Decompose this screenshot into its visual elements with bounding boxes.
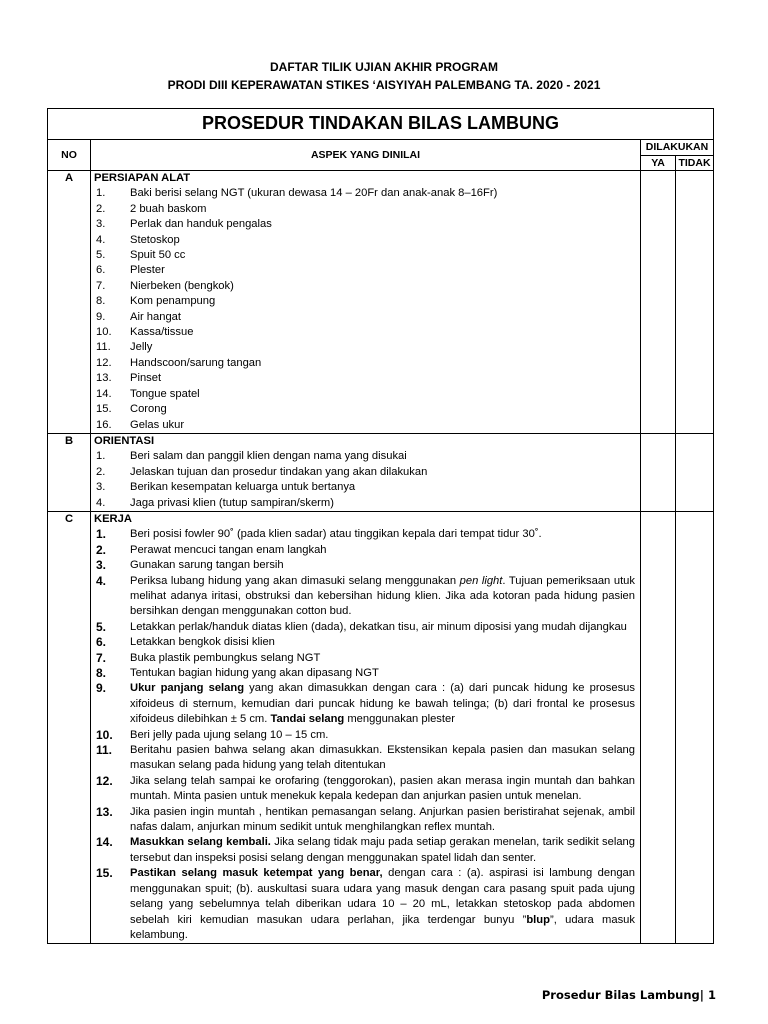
list-item [91,651,640,666]
col-ya-header: YA [641,156,676,171]
section-no: B [48,433,91,511]
item-text: Tentukan bagian hidung yang akan dipasang NGT [130,667,379,679]
item-number: 6. [96,264,106,277]
item-text-part: yang akan dimasukkan dengan cara : (a) dari puncak hidung ke prosesus xifoideus di sternum, kemudian dari puncak hidung ke bawah telinga; (b) dari frontal ke prosesus xifoideus dilebihkan ± 5 cm. [130,682,635,726]
item-text-italic: pen light [459,574,503,587]
header-line-1: DAFTAR TILIK UJIAN AKHIR PROGRAM [270,60,498,74]
item-number: 3. [96,558,107,573]
item-text: Beri salam dan panggil klien dengan nama yang disukai [130,450,407,463]
list-item [91,774,640,805]
item-text: Berikan kesempatan keluarga untuk bertanya [130,481,356,494]
item-text: Jaga privasi klien (tutup sampiran/skerm) [130,496,334,509]
item-text: Jelly [130,341,153,354]
item-text: Corong [130,403,167,416]
list-item [91,666,640,681]
list-item [91,371,640,386]
item-number: 13. [96,804,113,819]
list-item [91,186,640,201]
col-dilakukan-header: DILAKUKAN [641,140,714,156]
page-footer: Prosedur Bilas Lambung| 1 [541,988,716,1002]
list-item [91,233,640,248]
list-item [91,496,640,511]
ya-checkbox-cell[interactable] [641,433,676,511]
item-text-part: dengan cara : (a). aspirasi isi lambung dengan menggunakan spuit; (b). auskultasi suara udara yang masuk dengan cara pasang spuit pada ujung selang yang sebelumnya telah diberikan udara 10 – 20 mL, letakkan stetoskop pada abdomen sebelah kiri kemudian masukan udara perlahan, jika terdengar bunyu ” [130,867,635,926]
section-content [91,511,641,943]
item-text [130,866,635,943]
section-no: C [48,511,91,943]
item-number: 3. [96,481,106,494]
item-number: 9. [96,310,106,323]
item-number: 8. [96,295,106,308]
item-text: Beritahu pasien bahwa selang akan dimasukkan. Ekstensikan kepala pasien dan masukan selang masukan selang pada hidung yang telah ditentukan [130,744,635,772]
item-text: Jika pasien ingin muntah , hentikan pemasangan selang. Anjurkan pasien beristirahat sejenak, ambil nafas dalam, anjurkan minum sedikit untuk menghilangkan reflex muntah. [130,805,635,834]
ya-checkbox-cell[interactable] [641,511,676,943]
item-text [130,681,635,727]
list-item [91,263,640,278]
item-number: 5. [96,619,107,634]
item-text: Pinset [130,372,162,385]
item-number: 10. [96,326,112,339]
item-number: 13. [96,372,112,385]
list-item [91,558,640,573]
section-row-c [48,511,714,943]
list-item [91,294,640,309]
item-text-part: ”, udara masuk kelambung. [130,913,635,941]
list-item [91,465,640,480]
item-number: 3. [96,218,106,231]
list-item [91,527,640,542]
item-text-part: . Tujuan pemeriksaan utuk melihat adanya iritasi, obstruksi dan kebersihan hidung klien. Jika ada kotoran pada hidung pasien bersihkan dengan menggunakan cotton bud. [130,574,635,618]
list-item [91,805,640,836]
item-text: Letakkan bengkok disisi klien [130,636,275,649]
item-text [130,574,635,620]
item-number: 12. [96,356,112,369]
item-number: 7. [96,279,106,292]
col-aspek-header: ASPEK YANG DINILAI [91,140,641,171]
tidak-checkbox-cell[interactable] [676,171,714,434]
list-item [91,449,640,464]
item-number: 1. [96,187,106,200]
list-item [91,620,640,635]
item-text: Nierbeken (bengkok) [130,279,234,292]
item-text: Tongue spatel [130,387,200,400]
item-number: 7. [96,650,107,665]
item-text: Letakkan perlak/handuk diatas klien (dada), dekatkan tisu, air minum diposisi yang mudah dijangkau [130,620,627,633]
section-no: A [48,171,91,434]
item-text-part: Periksa lubang hidung yang akan dimasuki selang menggunakan [130,574,460,587]
item-text: Jika selang telah sampai ke orofaring (tenggorokan), pasien akan merasa ingin muntah dan bahkan muntah. Minta pasien untuk menekuk kepala kedepan dan anjurkan pasien untuk menelan. [130,774,635,803]
checklist-table [47,108,714,944]
list-item [91,835,640,866]
section-title: PERSIAPAN ALAT [94,172,191,184]
item-text-bold: Tandai selang [270,713,345,726]
tidak-checkbox-cell[interactable] [676,511,714,943]
item-number: 1. [96,450,106,463]
item-number: 6. [96,635,107,650]
item-number: 14. [96,387,112,400]
item-text: Gelas ukur [130,418,185,431]
item-number: 5. [96,249,106,262]
item-number: 11. [96,743,113,758]
item-text: Stetoskop [130,233,180,246]
list-item [91,418,640,433]
list-item [91,279,640,294]
list-item [91,743,640,774]
list-item [91,356,640,371]
item-text: Perlak dan handuk pengalas [130,218,272,231]
section-content [91,171,641,434]
ya-checkbox-cell[interactable] [641,171,676,434]
item-number: 15. [96,403,112,416]
list-item [91,681,640,727]
section-row-b [48,433,714,511]
item-text: Beri jelly pada ujung selang 10 – 15 cm. [130,728,329,741]
item-text: Baki berisi selang NGT (ukuran dewasa 14 – 20Fr dan anak-anak 8–16Fr) [130,187,498,200]
item-text-bold: Masukkan selang kembali. [130,836,271,849]
list-item [91,574,640,620]
item-text-part: menggunakan plester [344,713,455,726]
item-text: Handscoon/sarung tangan [130,356,262,369]
item-number: 2. [96,465,106,478]
section-title: KERJA [94,512,132,525]
item-text: Plester [130,264,165,277]
item-text-bold: blup [526,913,550,926]
col-no-header: NO [48,140,91,171]
item-number: 1. [96,527,107,542]
item-number: 15. [96,866,113,881]
item-number: 11. [96,341,111,354]
section-row-a [48,171,714,434]
item-number: 4. [96,496,106,509]
list-item [91,635,640,650]
item-number: 16. [96,418,112,431]
item-text: Buka plastik pembungkus selang NGT [130,651,321,664]
item-number: 10. [96,727,113,742]
item-text-bold: Ukur panjang selang [130,682,245,695]
list-item [91,340,640,355]
section-content [91,433,641,511]
item-text: Kom penampung [130,295,216,308]
section-title: ORIENTASI [94,434,155,447]
item-number: 2. [96,202,106,215]
item-number: 4. [96,233,106,246]
list-item [91,310,640,325]
item-text-part: Jika selang tidak maju pada setiap gerakan menelan, tarik sedikit selang tersebut dan inspeksi posisi selang dengan menggunakan spatel lidah dan senter. [130,836,635,864]
item-text: Perawat mencuci tangan enam langkah [130,543,327,556]
list-item [91,543,640,558]
item-text: 2 buah baskom [130,202,207,215]
item-text [130,835,635,866]
table-title: PROSEDUR TINDAKAN BILAS LAMBUNG [48,109,714,140]
item-text: Beri posisi fowler 90˚ (pada klien sadar) atau tinggikan kepala dari tempat tidur 30˚. [130,528,542,541]
item-text: Jelaskan tujuan dan prosedur tindakan yang akan dilakukan [130,465,428,478]
item-text: Air hangat [130,310,181,323]
item-text-bold: Pastikan selang masuk ketempat yang benar, [130,867,383,880]
header-line-2: PRODI DIII KEPERAWATAN STIKES ‘AISYIYAH PALEMBANG TA. 2020 - 2021 [167,78,601,92]
list-item [91,325,640,340]
list-item [91,402,640,417]
list-item [91,480,640,495]
item-number: 12. [96,773,113,788]
item-number: 8. [96,666,107,680]
col-tidak-header: TIDAK [676,156,714,171]
item-number: 9. [96,681,107,696]
item-text: Gunakan sarung tangan bersih [130,559,284,572]
item-text: Kassa/tissue [130,326,194,339]
list-item [91,202,640,217]
list-item [91,387,640,402]
list-item [91,866,640,943]
item-text: Spuit 50 cc [130,249,186,262]
tidak-checkbox-cell[interactable] [676,433,714,511]
list-item [91,248,640,263]
list-item [91,728,640,743]
item-number: 2. [96,542,107,557]
item-number: 14. [96,835,113,850]
item-number: 4. [96,573,107,588]
list-item [91,217,640,232]
